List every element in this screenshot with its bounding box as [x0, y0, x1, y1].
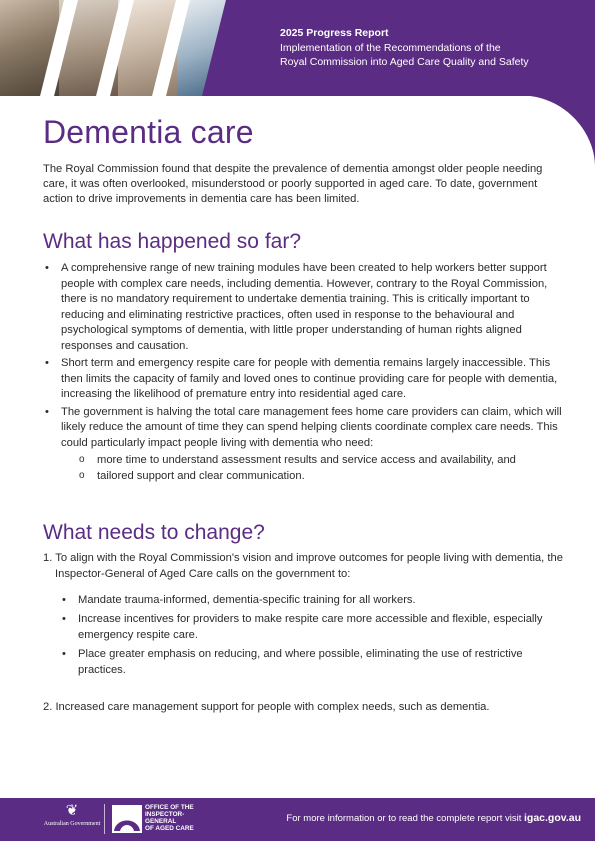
section-heading-happened: What has happened so far? — [43, 230, 302, 253]
header-banner — [0, 0, 595, 96]
happened-list — [43, 261, 563, 486]
report-subtitle-line2: Royal Commission into Aged Care Quality and Safety — [280, 56, 529, 68]
footer-note: For more information or to read the complete report visit igac.gov.au — [286, 812, 581, 824]
list-item: • Place greater emphasis on reducing, and where possible, eliminating the use of restrictive practices. — [60, 646, 560, 678]
report-subtitle-line1: Implementation of the Recommendations of the — [280, 41, 501, 54]
logo-divider — [104, 804, 105, 834]
recommendation-1-list — [60, 592, 560, 681]
footer-bar — [0, 798, 595, 841]
list-item: • Increase incentives for providers to make respite care more accessible and flexible, especially emergency respite care. — [60, 611, 560, 643]
section-heading-change: What needs to change? — [43, 521, 265, 544]
list-item: • Mandate trauma-informed, dementia-specific training for all workers. — [60, 592, 560, 608]
recommendation-2: 2. Increased care management support for people with complex needs, such as dementia. — [43, 701, 490, 713]
coat-of-arms-icon: ❦ — [65, 802, 79, 819]
list-item: • A comprehensive range of new training modules have been created to help workers better support people with complex care needs, including dementia. However, contrary to the Royal Commission, there is no mandatory requirement to undertake dementia training. This is critically important to reducing and eliminating restrictive practices, often used in response to the behavioural and psychological symptoms of dementia, with little proper understanding of human rights aligned responses and causation. — [43, 261, 563, 354]
sub-list — [61, 453, 563, 484]
igac-logo-icon — [112, 805, 142, 833]
page-title: Dementia care — [43, 114, 254, 150]
list-item: • The government is halving the total care management fees home care providers can claim, which will likely reduce the amount of time they can spend helping clients coordinate complex care needs. This could particularly impact people living with dementia who need: o more time to understand assessment results and service access and availability, and o tailored support and clear communication. — [43, 405, 563, 485]
recommendation-1-text: 1. To align with the Royal Commission's vision and improve outcomes for people living with dementia, the Inspector-General of Aged Care calls on the government to: — [43, 552, 563, 580]
website-link[interactable]: igac.gov.au — [524, 812, 581, 824]
sub-list-item: o tailored support and clear communication. — [61, 469, 563, 485]
sub-list-item: o more time to understand assessment results and service access and availability, and — [61, 453, 563, 469]
intro-paragraph: The Royal Commission found that despite the prevalence of dementia amongst older people needing care, it was often overlooked, misunderstood or poorly supported in aged care. To date, government action to drive improvements in dementia care has been limited. — [43, 163, 543, 205]
header-text — [280, 26, 529, 70]
list-item: • Short term and emergency respite care for people with dementia remains largely inaccessible. This then limits the capacity of family and loved ones to continue providing care for people with dementia, increasing the likelihood of premature entry into residential aged care. — [43, 356, 563, 403]
gov-label: Australian Government — [43, 821, 101, 827]
recommendation-1 — [43, 550, 563, 582]
report-label: 2025 Progress Report — [280, 27, 389, 39]
australian-government-logo — [40, 802, 104, 838]
igac-wordmark: OFFICE OF THE INSPECTOR- GENERAL OF AGED CARE — [145, 804, 194, 832]
